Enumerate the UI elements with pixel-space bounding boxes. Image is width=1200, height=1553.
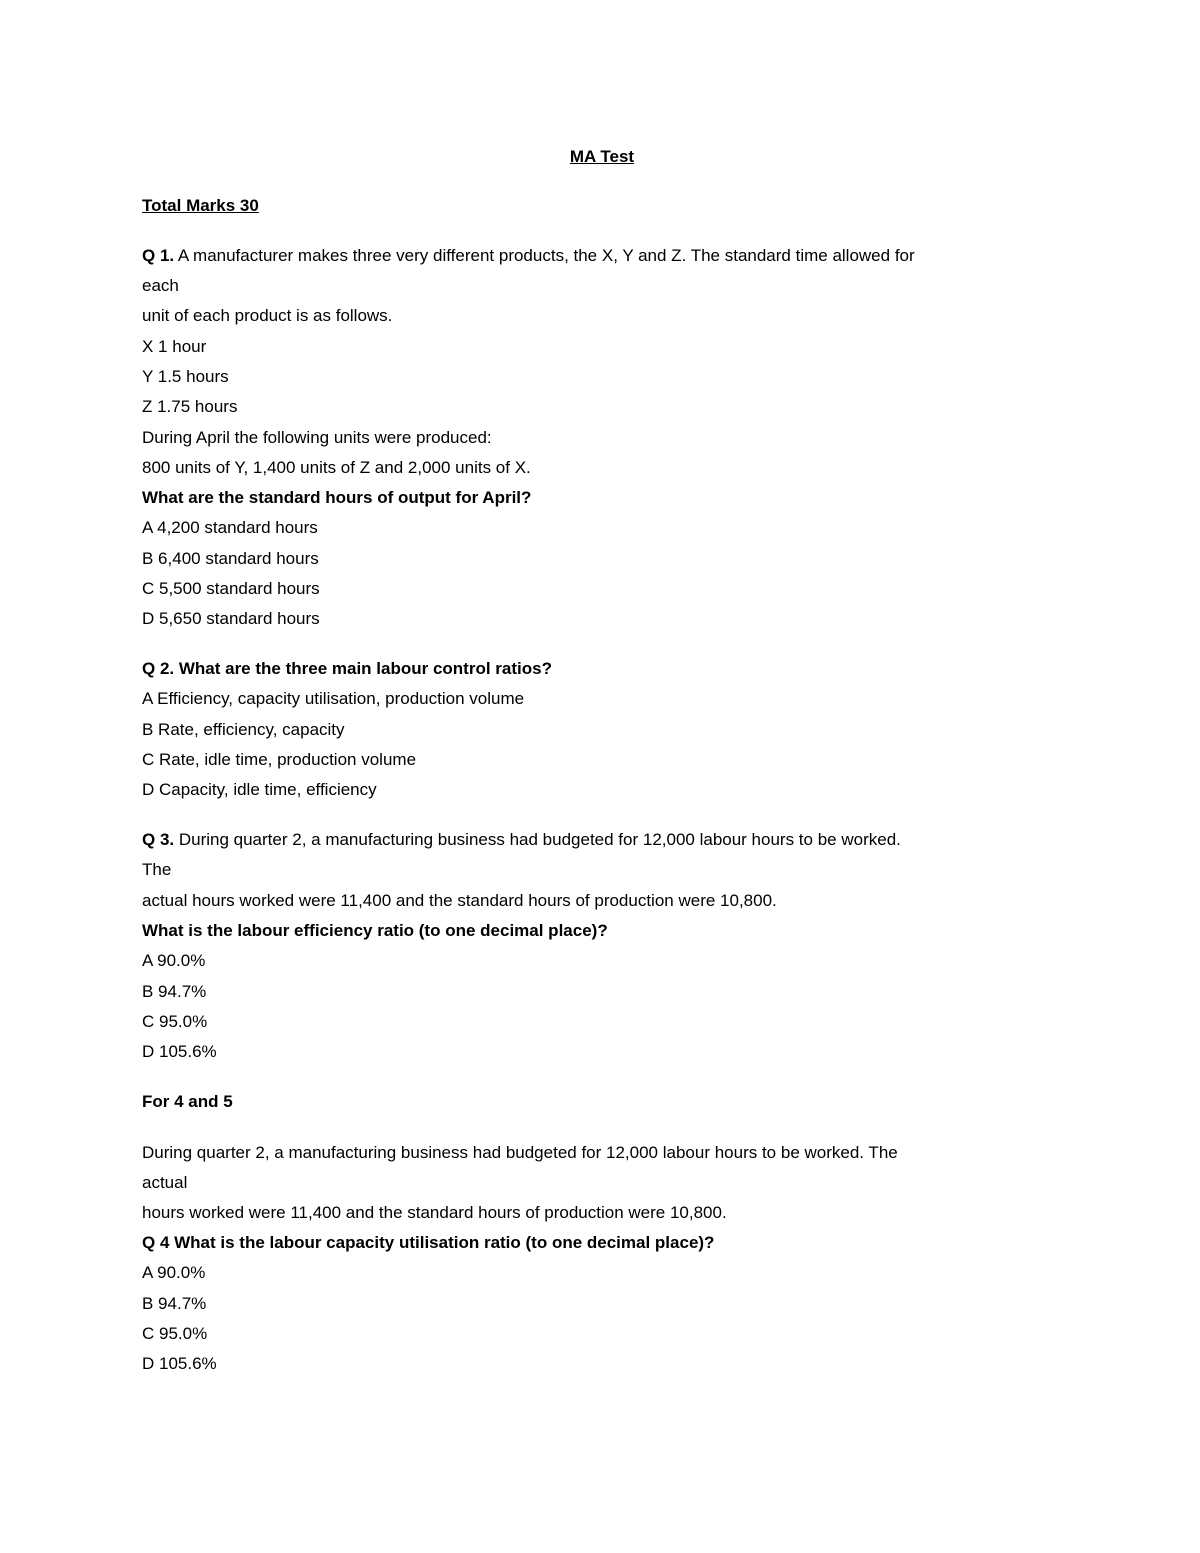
q1-option-a: A 4,200 standard hours	[142, 518, 318, 537]
q2-option-b: B Rate, efficiency, capacity	[142, 720, 345, 739]
q1-during-line: During April the following units were produced:	[142, 428, 492, 447]
q1-intro-line3: unit of each product is as follows.	[142, 306, 393, 325]
q1-item-y: Y 1.5 hours	[142, 367, 229, 386]
q2-option-d: D Capacity, idle time, efficiency	[142, 780, 377, 799]
q1-option-d: D 5,650 standard hours	[142, 609, 320, 628]
q4-option-d: D 105.6%	[142, 1354, 217, 1373]
q3-question: What is the labour efficiency ratio (to one decimal place)?	[142, 921, 608, 940]
q1-item-z: Z 1.75 hours	[142, 397, 238, 416]
q3-intro-line2: The	[142, 860, 172, 879]
q3-option-c: C 95.0%	[142, 1012, 208, 1031]
section-4-5-line3: hours worked were 11,400 and the standard hours of production were 10,800.	[142, 1203, 727, 1222]
q1-item-x: X 1 hour	[142, 337, 207, 356]
q1-intro-line2: each	[142, 276, 179, 295]
q1-units-line: 800 units of Y, 1,400 units of Z and 2,000 units of X.	[142, 458, 531, 477]
q3-option-b: B 94.7%	[142, 982, 207, 1001]
q4-option-b: B 94.7%	[142, 1294, 207, 1313]
q4-question: Q 4 What is the labour capacity utilisation ratio (to one decimal place)?	[142, 1233, 715, 1252]
document-title: MA Test	[569, 147, 635, 166]
q1-label: Q 1.	[142, 246, 175, 265]
q1-option-b: B 6,400 standard hours	[142, 549, 319, 568]
q4-option-c: C 95.0%	[142, 1324, 208, 1343]
q2-option-a: A Efficiency, capacity utilisation, production volume	[142, 689, 525, 708]
section-4-5-line1: During quarter 2, a manufacturing business had budgeted for 12,000 labour hours to be worked. The	[142, 1143, 898, 1162]
q3-intro-line3: actual hours worked were 11,400 and the standard hours of production were 10,800.	[142, 891, 777, 910]
section-4-5-heading: For 4 and 5	[142, 1092, 233, 1111]
q1-intro-line1	[142, 245, 915, 267]
q3-text: During quarter 2, a manufacturing business had budgeted for 12,000 labour hours to be worked.	[174, 830, 901, 849]
q4-option-a: A 90.0%	[142, 1263, 206, 1282]
q3-option-d: D 105.6%	[142, 1042, 217, 1061]
q3-label: Q 3.	[142, 830, 175, 849]
q3-intro-line1	[142, 829, 901, 851]
total-marks: Total Marks 30	[142, 196, 259, 215]
q2-question: Q 2. What are the three main labour control ratios?	[142, 659, 552, 678]
q1-text: A manufacturer makes three very different products, the X, Y and Z. The standard time allowed for	[174, 246, 915, 265]
q1-question: What are the standard hours of output for April?	[142, 488, 532, 507]
q2-option-c: C Rate, idle time, production volume	[142, 750, 417, 769]
q3-option-a: A 90.0%	[142, 951, 206, 970]
q1-option-c: C 5,500 standard hours	[142, 579, 320, 598]
section-4-5-line2: actual	[142, 1173, 188, 1192]
